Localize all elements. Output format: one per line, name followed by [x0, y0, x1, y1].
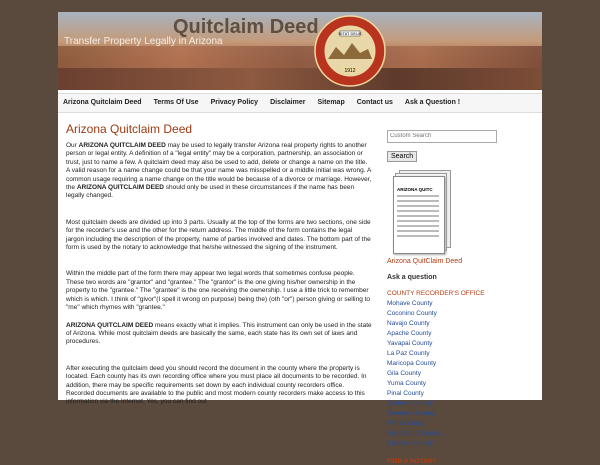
- quitclaim-form-image[interactable]: [393, 170, 449, 252]
- search-button[interactable]: Search: [387, 151, 417, 162]
- ask-a-question-link[interactable]: Ask a question: [387, 273, 437, 281]
- site-header: [58, 12, 542, 90]
- county-link-coconino[interactable]: Coconino County: [387, 309, 437, 317]
- main-content: [66, 122, 372, 416]
- county-list: [387, 299, 533, 449]
- county-link-pima[interactable]: Pima County: [387, 419, 425, 427]
- paragraph-2: Most quitclaim deeds are divided up into 3 parts. Usually at the top of the forms are two sections, one side for the recorder's use and the other for the return address. The middle of the form contains the legal jargon including the description of the property, name of parties involved and dates. The bottom part of the form is used by the notary to acknowledge that he/she witnessed the signing of the instrument.: [66, 218, 371, 252]
- county-link-maricopa[interactable]: Maricopa County: [387, 359, 437, 367]
- book-title: ARIZONA QUITC: [397, 186, 433, 192]
- county-link-graham[interactable]: Graham County: [387, 399, 433, 407]
- paragraph-1: [66, 142, 372, 201]
- paragraph-5: After executing the quitclaim deed you should record the document in the county where the property is located. Each county has its own recording office where you must place all documents to be recorded. In addition, there may be specific requirements set down by each individual county recorders office. Recorded documents are available to the public and most modern county recorders make access to this information via the Internet. Yes, you can find out: [66, 364, 367, 406]
- paragraph-1-text-c: should only be used in these circumstances if the name has been legally changed.: [66, 184, 355, 200]
- nav-item-disclaimer[interactable]: Disclaimer: [270, 99, 306, 106]
- county-link-yavapai[interactable]: Yavapai County: [387, 339, 433, 347]
- paragraph-4-bold: ARIZONA QUITCLAIM DEED: [66, 321, 154, 329]
- paragraph-4: [66, 322, 372, 347]
- county-link-cochise[interactable]: Cochise County: [387, 439, 433, 447]
- paragraph-1-bold-b: ARIZONA QUITCLAIM DEED: [76, 184, 164, 192]
- county-link-navajo[interactable]: Navajo County: [387, 319, 430, 327]
- header-background-canyon-lower: [58, 68, 542, 90]
- arizona-quitclaim-deed-link[interactable]: Arizona QuitClaim Deed: [387, 257, 463, 265]
- sidebar: [387, 122, 533, 465]
- county-link-pinal[interactable]: Pinal County: [387, 389, 424, 397]
- paragraph-4-text: means exactly what it implies. This instrument can only be used in the state of Arizona. While most quitclaim deeds are basically the same, each state has its own set of laws and procedures.: [66, 321, 372, 346]
- page-container: [58, 12, 542, 465]
- find-a-notary-heading[interactable]: FIND A NOTARY: [387, 457, 437, 465]
- nav-item-contact-us[interactable]: Contact us: [356, 99, 393, 106]
- nav-item-sitemap[interactable]: Sitemap: [317, 99, 345, 106]
- paragraph-1-text-b: may be used to legally transfer Arizona real property rights to another person or legal entity. A definition of a "legal entity" may be a corporation, partnership, an association or trust, just to name a few. A quitclaim deed may also be used to add, delete or change a name on the title. A valid reason for a name change could be that your name was misspelled or a middle initial was wrong. A common usage requiring a name change on the title would be because of a divorce or marriage. However, the: [66, 142, 372, 192]
- county-link-santa-cruz[interactable]: Santa Cruz County: [387, 429, 442, 437]
- nav-item-arizona-quitclaim-deed[interactable]: Arizona Quitclaim Deed: [63, 99, 142, 106]
- paragraph-1-text-a: Our: [66, 142, 79, 149]
- seal-year: 1912: [344, 68, 356, 74]
- site-description: Transfer Property Legally in Arizona: [64, 36, 223, 47]
- county-recorder-heading: COUNTY RECORDER'S OFFICE: [387, 289, 485, 297]
- main-navigation: [58, 93, 542, 113]
- site-title[interactable]: Quitclaim Deed: [173, 16, 319, 38]
- seal-motto: DITAT DEUS: [338, 31, 362, 36]
- county-link-apache[interactable]: Apache County: [387, 329, 432, 337]
- arizona-seal-logo: [314, 15, 386, 87]
- post-title: Arizona Quitclaim Deed: [66, 122, 193, 136]
- county-link-yuma[interactable]: Yuma County: [387, 379, 427, 387]
- county-link-gila[interactable]: Gila County: [387, 369, 421, 377]
- search-input[interactable]: [387, 130, 497, 143]
- nav-item-terms-of-use[interactable]: Terms Of Use: [153, 99, 199, 106]
- nav-item-privacy-policy[interactable]: Privacy Policy: [210, 99, 259, 106]
- county-link-greenlee[interactable]: Greenlee County: [387, 409, 437, 417]
- nav-item-ask-a-question[interactable]: Ask a Question !: [404, 99, 461, 106]
- county-link-mohave[interactable]: Mohave County: [387, 299, 433, 307]
- county-link-la-paz[interactable]: La Paz County: [387, 349, 430, 357]
- paragraph-3: Within the middle part of the form there may appear two legal words that sometimes confuse people. These two words are "grantor" and "grantee." The "grantor" is the one giving his/her ownership in the property to the "grantee." The "grantee" is the one receiving the ownership. I use a little trick to remember which is which. I think of "givor"(I spell it wrong on purpose) being the) (oth "or") person giving or selling to "me" which rhymes with "grantee.": [66, 270, 371, 312]
- paragraph-1-bold-a: ARIZONA QUITCLAIM DEED: [78, 142, 166, 149]
